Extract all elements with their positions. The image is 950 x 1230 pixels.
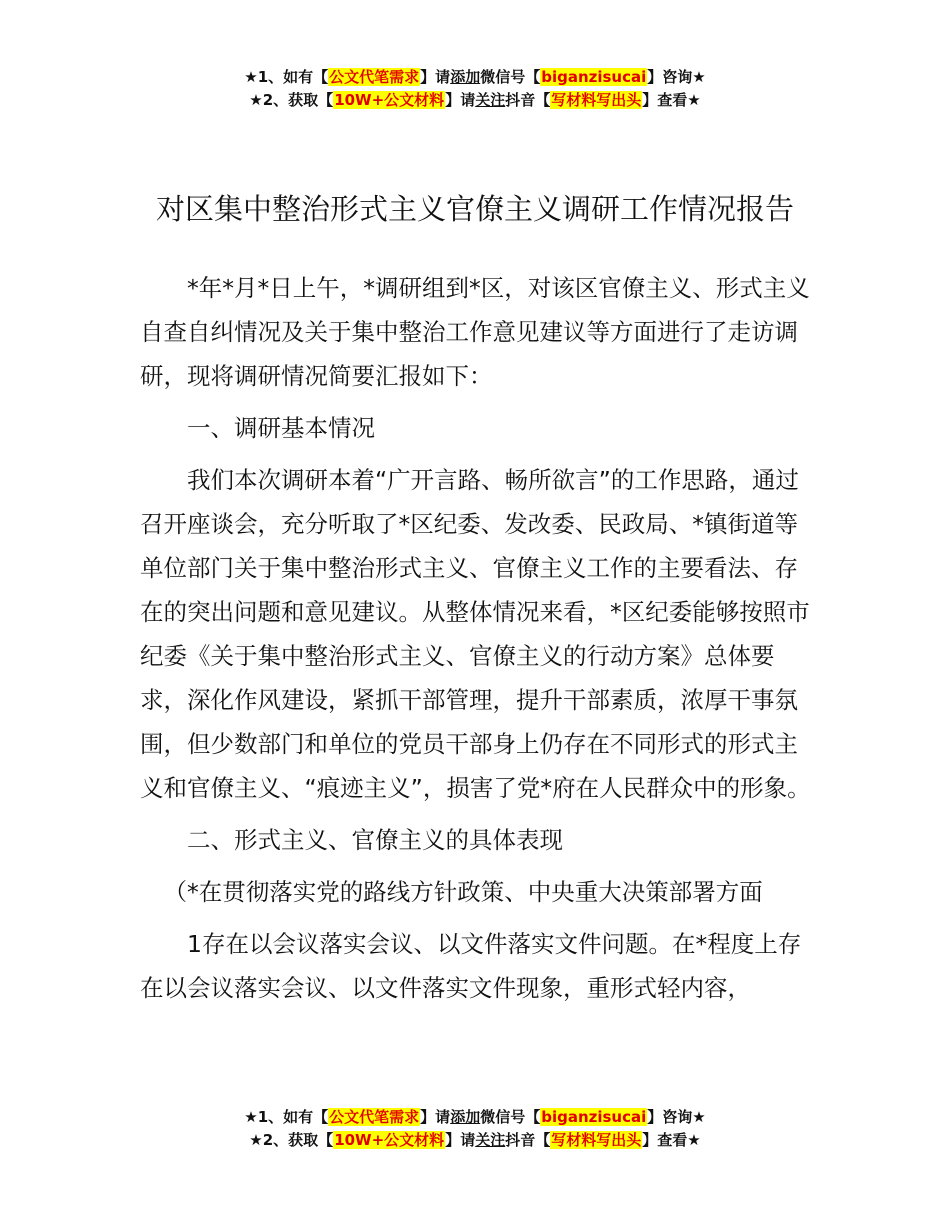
banner-text: ★1、如有【: [244, 1108, 329, 1126]
banner-text: 微信号【: [480, 1108, 541, 1126]
banner-emphasis: 添加: [450, 68, 481, 86]
banner-emphasis: 关注: [475, 91, 506, 109]
paragraph-intro: *年*月*日上午，*调研组到*区，对该区官僚主义、形式主义自查自纠情况及关于集中整治工作意见建议等方面进行了走访调研，现将调研情况简要汇报如下：: [140, 274, 810, 390]
paragraph-item-1: 1存在以会议落实会议、以文件落实文件问题。在*程度上存在以会议落实会议、以文件落实文件现象，重形式轻内容，: [140, 930, 802, 1002]
banner-text: 】请: [420, 68, 451, 86]
top-banner: [0, 66, 950, 112]
banner-line-2: [0, 89, 950, 112]
banner-emphasis: 添加: [450, 1108, 481, 1126]
section-heading-1: 一、调研基本情况: [187, 414, 375, 442]
banner-text: ★2、获取【: [249, 91, 334, 109]
document-body: [140, 266, 820, 1018]
banner-text: 抖音【: [505, 1131, 551, 1149]
banner-text: 】请: [445, 1131, 476, 1149]
banner-text: 】咨询★: [647, 68, 706, 86]
banner-line-1: [0, 66, 950, 89]
banner-line-1: [0, 1106, 950, 1129]
banner-text: 】查看★: [642, 91, 701, 109]
banner-text: 】请: [420, 1108, 451, 1126]
document-title: 对区集中整治形式主义官僚主义调研工作情况报告: [155, 192, 794, 227]
banner-text: 】查看★: [642, 1131, 701, 1149]
paragraph-basic-situation: 我们本次调研本着“广开言路、畅所欲言”的工作思路，通过召开座谈会，充分听取了*区纪委、发改委、民政局、*镇街道等单位部门关于集中整治形式主义、官僚主义工作的主要看法、存在的突出问题和意见建议。从整体情况来看，*区纪委能够按照市纪委《关于集中整治形式主义、官僚主义的行动方案》总体要求，深化作风建设，紧抓干部管理，提升干部素质，浓厚干事氛围，但少数部门和单位的党员干部身上仍存在不同形式的形式主义和官僚主义、“痕迹主义”，损害了党*府在人民群众中的形象。: [140, 466, 811, 802]
banner-highlight: 10W+公文材料: [334, 91, 445, 109]
banner-text: 】咨询★: [647, 1108, 706, 1126]
banner-line-2: [0, 1129, 950, 1152]
banner-highlight: 写材料写出头: [551, 91, 642, 109]
banner-highlight: 公文代笔需求: [329, 1108, 420, 1126]
banner-emphasis: 关注: [475, 1131, 506, 1149]
section-heading-2: 二、形式主义、官僚主义的具体表现: [187, 826, 563, 854]
banner-text: 抖音【: [505, 91, 551, 109]
banner-highlight: 写材料写出头: [551, 1131, 642, 1149]
banner-highlight: 公文代笔需求: [329, 68, 420, 86]
banner-highlight: biganzisucai: [541, 68, 647, 86]
banner-highlight: 10W+公文材料: [334, 1131, 445, 1149]
banner-text: 微信号【: [480, 68, 541, 86]
banner-text: ★2、获取【: [249, 1131, 334, 1149]
banner-text: 】请: [445, 91, 476, 109]
banner-highlight: biganzisucai: [541, 1108, 647, 1126]
bottom-banner: [0, 1106, 950, 1152]
subsection-heading: （*在贯彻落实党的路线方针政策、中央重大决策部署方面: [163, 878, 763, 906]
banner-text: ★1、如有【: [244, 68, 329, 86]
